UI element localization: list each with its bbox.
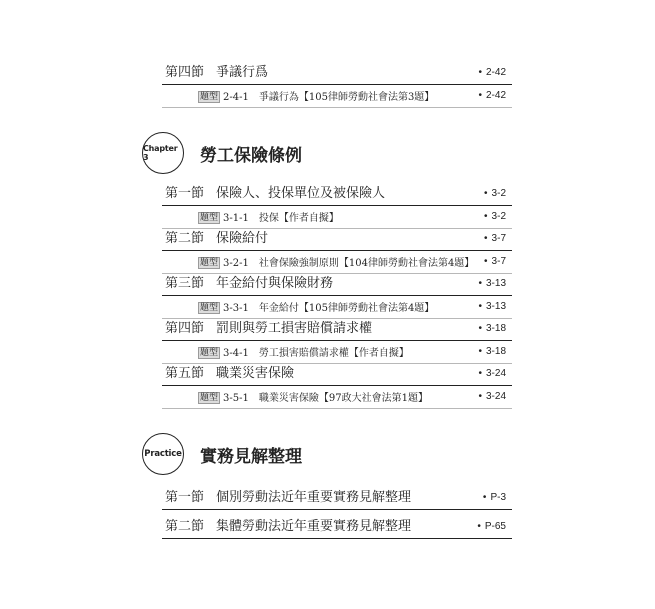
bullet: • [478,67,482,78]
toc-section-title [165,320,372,338]
page-number: 3-7 [491,256,506,267]
toc-question-row [162,208,512,229]
question-type-tag: 題型 [200,213,219,223]
section-title: 保險人、投保單位及被保險人 [216,186,386,201]
toc-section-row [162,320,512,341]
toc-question-title [198,255,474,273]
page-number: 2-42 [485,90,506,101]
bullet: • [478,346,482,357]
bullet: • [484,188,488,199]
toc-section-row [162,64,512,85]
section-title: 職業災害保險 [216,366,295,381]
page-ref [478,367,506,381]
page-ref [478,390,506,404]
page-number: 3-24 [485,368,506,379]
page-ref [478,322,506,336]
toc-question-row [162,388,512,409]
toc-section-title [165,230,268,248]
bullet: • [478,323,482,334]
bullet: • [484,233,488,244]
question-title: 3-4-1 勞工損害賠償請求權【作者自擬】 [223,348,409,359]
page-ref [484,232,506,246]
toc-question-title [198,210,339,228]
toc-question-title [198,390,428,408]
bullet: • [478,391,482,402]
page-number: P-65 [484,521,506,532]
page-number: P-3 [490,492,506,503]
section-number: 第五節 [165,366,205,381]
section-title: 保險給付 [216,231,269,246]
bullet: • [477,521,481,532]
toc-section-row [162,275,512,296]
chapter-badge: Practice [142,433,184,475]
toc-section-row [162,489,512,510]
section-number: 第三節 [165,276,205,291]
toc-section-row [162,365,512,386]
section-title: 個別勞動法近年重要實務見解整理 [216,490,412,505]
bullet: • [478,368,482,379]
toc-section-title [165,489,411,507]
toc-question-title [198,300,434,318]
toc-section-title [165,185,385,203]
page-ref [478,345,506,359]
bullet: • [478,90,482,101]
section-number: 第二節 [165,231,205,246]
page-number: 3-2 [491,188,506,199]
question-title: 3-1-1 投保【作者自擬】 [223,213,339,224]
toc-section-title [165,365,294,383]
toc-question-title [198,89,434,107]
toc-question-title [198,345,409,363]
page-ref [484,255,506,269]
question-type-tag: 題型 [200,92,219,102]
question-type-tag: 題型 [200,303,219,313]
toc-question-row [162,343,512,364]
page-number: 3-2 [491,211,506,222]
question-type-tag: 題型 [200,393,219,403]
toc-section-title [165,64,268,82]
section-number: 第四節 [165,65,205,80]
section-title: 集體勞動法近年重要實務見解整理 [216,519,412,534]
question-title: 3-2-1 社會保險強制原則【104律師勞動社會法第4題】 [223,258,475,269]
toc-question-row [162,87,512,108]
question-title: 2-4-1 爭議行為【105律師勞動社會法第3題】 [223,92,435,103]
page-ref [484,187,506,201]
toc-question-row [162,253,512,274]
chapter-title: 實務見解整理 [200,447,302,467]
page-ref [483,491,506,505]
question-title: 3-5-1 職業災害保險【97政大社會法第1題】 [223,393,428,404]
toc-section-row [162,230,512,251]
section-title: 罰則與勞工損害賠償請求權 [216,321,373,336]
page-ref [478,300,506,314]
bullet: • [478,278,482,289]
section-number: 第二節 [165,519,205,534]
bullet: • [478,301,482,312]
section-number: 第一節 [165,186,205,201]
toc-question-row [162,298,512,319]
section-number: 第四節 [165,321,205,336]
page-number: 3-13 [485,278,506,289]
bullet: • [484,256,488,267]
page-ref [478,89,506,103]
page-ref [477,520,506,534]
chapter-title: 勞工保險條例 [200,146,302,166]
section-number: 第一節 [165,490,205,505]
question-type-tag: 題型 [200,258,219,268]
section-title: 爭議行爲 [216,65,269,80]
toc-section-title [165,275,333,293]
page-number: 3-13 [485,301,506,312]
page-ref [478,66,506,80]
question-title: 3-3-1 年金給付【105律師勞動社會法第4題】 [223,303,435,314]
page-ref [478,277,506,291]
toc-section-row [162,185,512,206]
toc-section-row [162,518,512,539]
page-number: 3-7 [491,233,506,244]
question-type-tag: 題型 [200,348,219,358]
toc-section-title [165,518,411,536]
page-ref [484,210,506,224]
page-number: 3-24 [485,391,506,402]
page-number: 3-18 [485,323,506,334]
bullet: • [482,492,487,503]
bullet: • [484,211,488,222]
section-title: 年金給付與保險財務 [216,276,334,291]
page-number: 2-42 [485,67,506,78]
chapter-badge: Chapter 3 [142,132,184,174]
page-number: 3-18 [485,346,506,357]
